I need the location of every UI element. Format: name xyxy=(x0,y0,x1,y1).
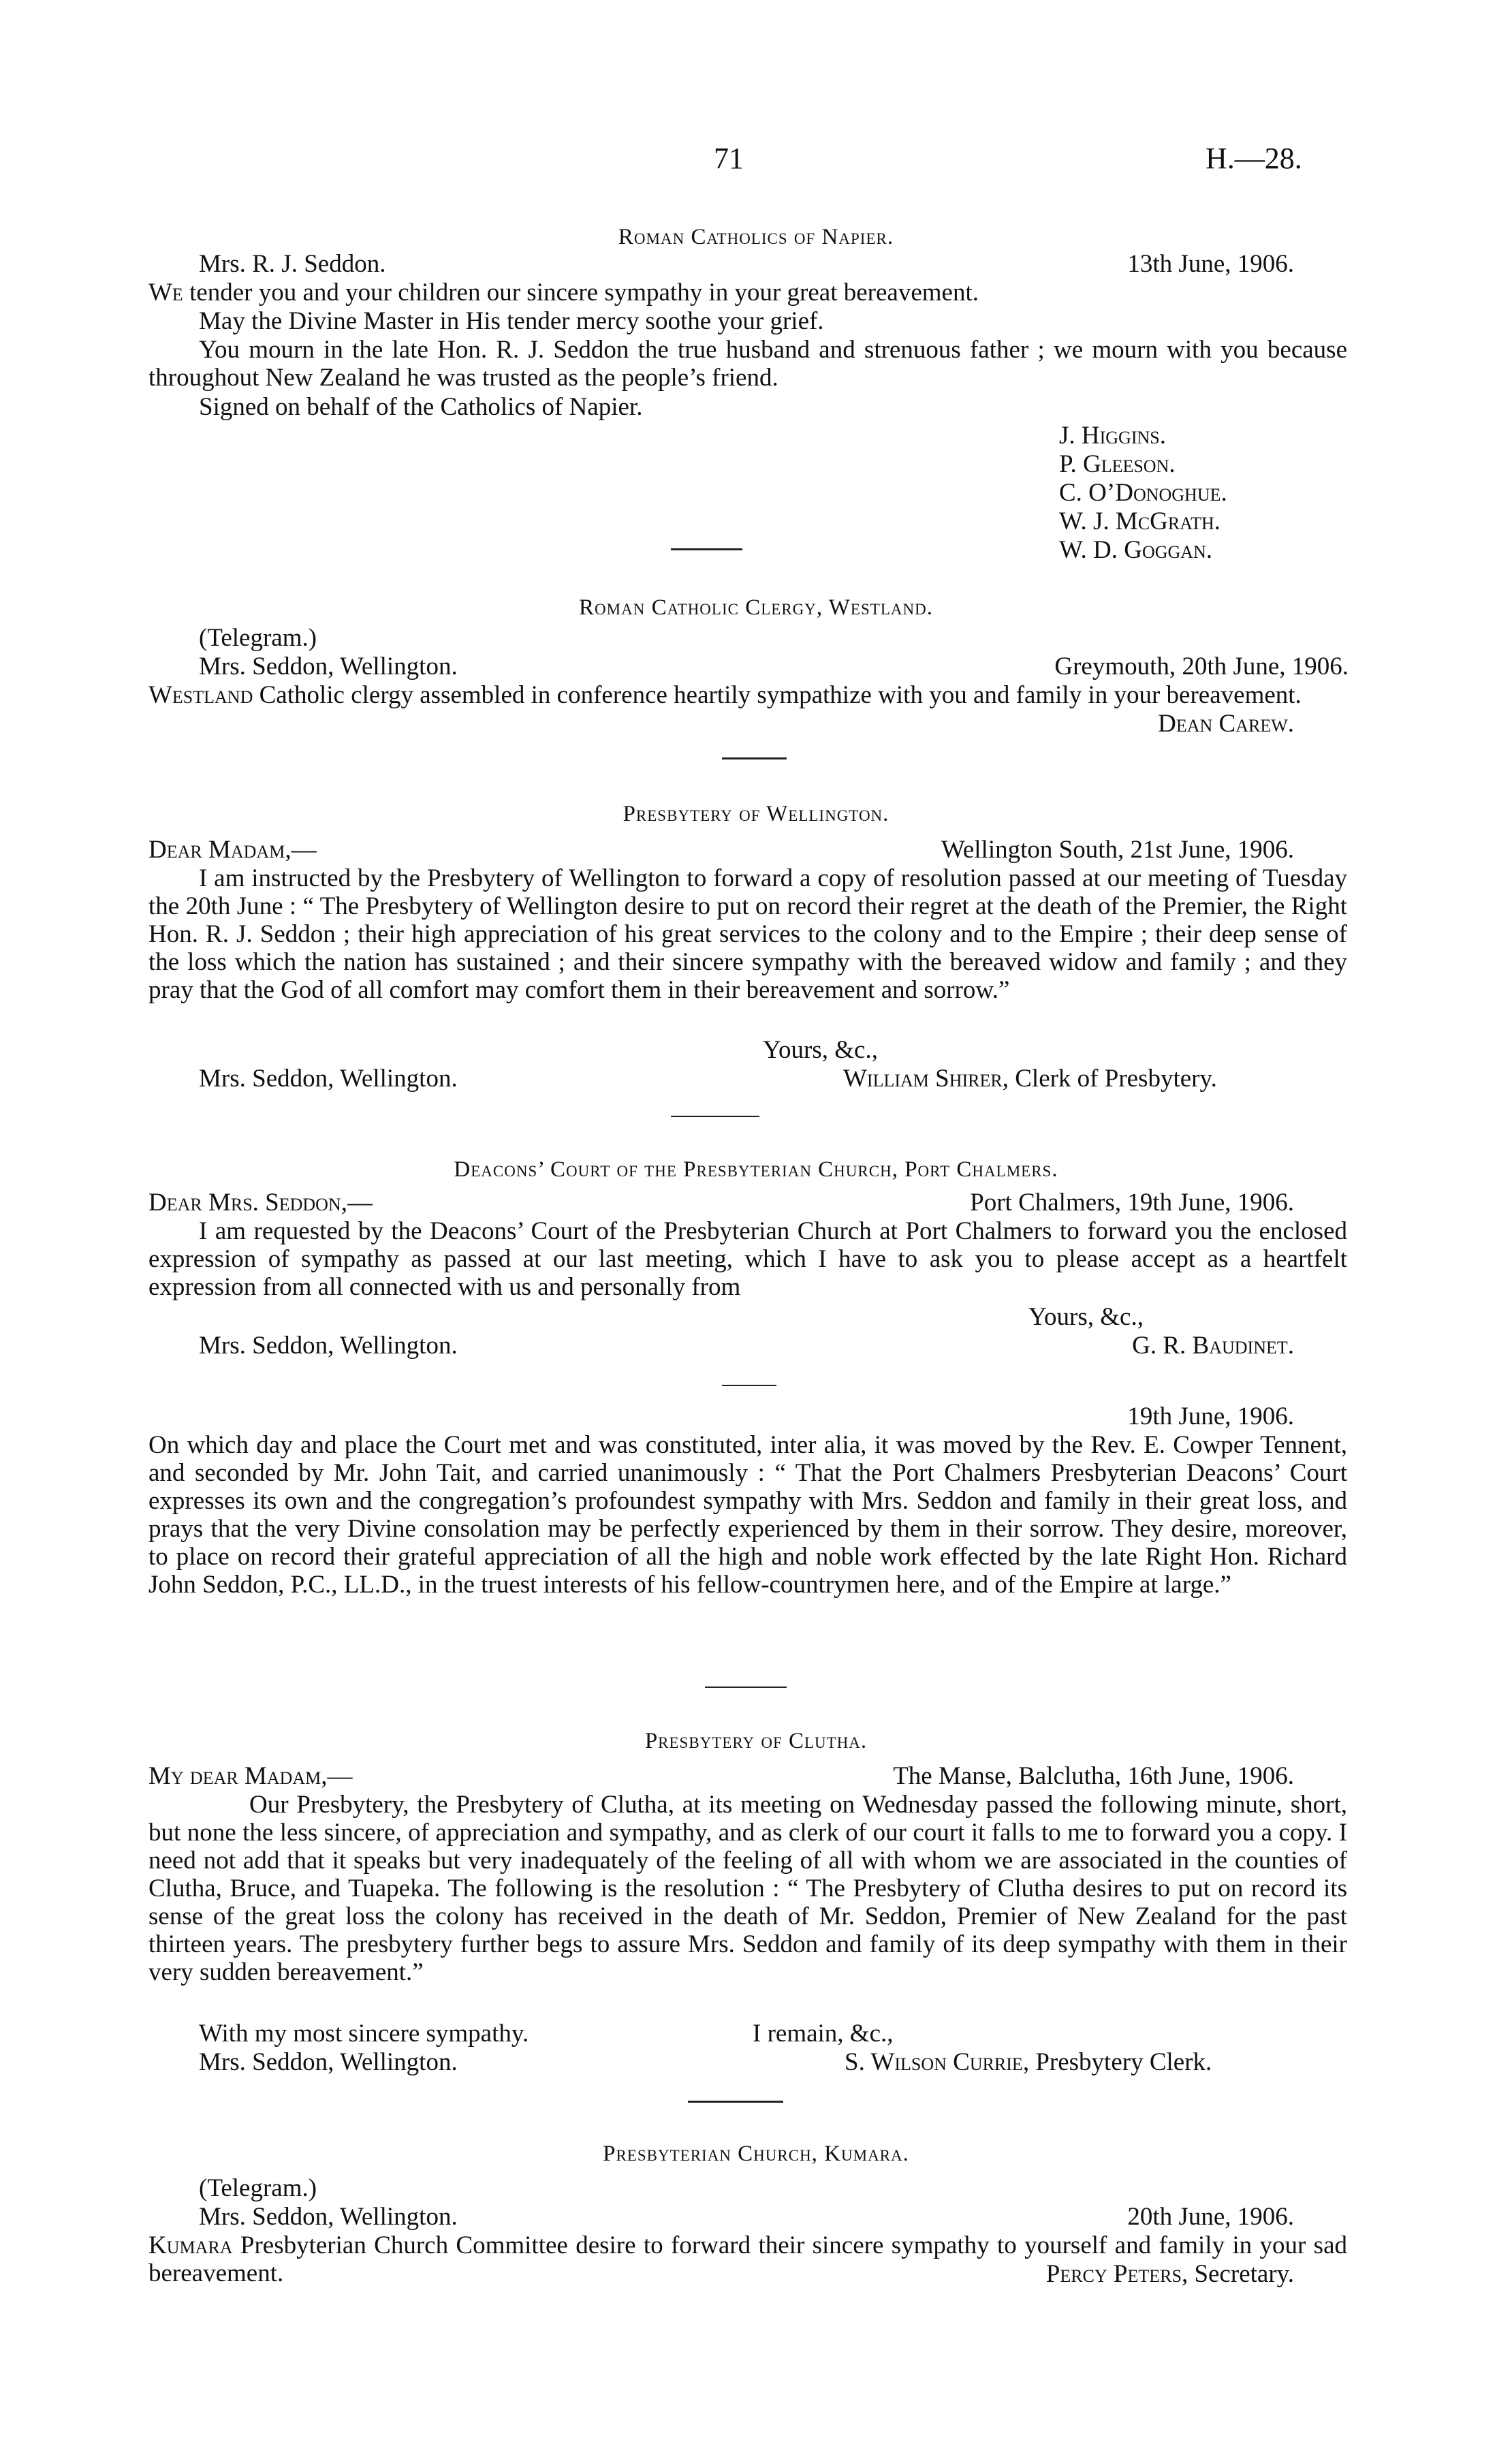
page-number: 71 xyxy=(714,142,744,175)
clutha-sympathy: With my most sincere sympathy. xyxy=(199,2020,529,2048)
napier-signatory: C. O’Donoghue. xyxy=(1059,479,1227,507)
section-heading-port-chalmers: Deacons’ Court of the Presbyterian Church, Port Chalmers. xyxy=(454,1157,1058,1182)
wellington-place-date: Wellington South, 21st June, 1906. xyxy=(941,836,1294,864)
kumara-signature-name: Percy Peters, xyxy=(1045,2260,1188,2288)
wellington-signature xyxy=(843,1065,1217,1093)
port-chalmers-salutation: Dear Mrs. Seddon,— xyxy=(148,1189,373,1217)
napier-line-1-text: tender you and your children our sincere sympathy in your great bereavement. xyxy=(189,279,979,307)
napier-body-line-4: Signed on behalf of the Catholics of Napier. xyxy=(199,393,643,421)
napier-opening-word: We xyxy=(148,279,183,307)
kumara-telegram-label: (Telegram.) xyxy=(199,2174,317,2202)
section-divider xyxy=(671,548,742,550)
section-divider xyxy=(722,757,787,759)
section-divider xyxy=(671,1116,759,1117)
clutha-signature xyxy=(845,2048,1212,2076)
kumara-date: 20th June, 1906. xyxy=(1127,2203,1294,2231)
napier-signatory: W. J. McGrath. xyxy=(1059,507,1221,535)
kumara-addressee: Mrs. Seddon, Wellington. xyxy=(199,2203,458,2231)
wellington-signature-title: Clerk of Presbytery. xyxy=(1015,1065,1217,1093)
napier-signatory: J. Higgins. xyxy=(1059,422,1166,450)
section-divider xyxy=(705,1687,787,1688)
napier-date: 13th June, 1906. xyxy=(1127,250,1294,278)
port-chalmers-minute: On which day and place the Court met and was constituted, inter alia, it was moved by the Rev. E. Cowper Tennent, and seconded by Mr. John Tait, and carried unanimously : “ That the Port Chalmers Presbyterian Deacons’ Court expresses its own and the congregation’s profoundest sympathy with Mrs. Seddon and family in their great loss, and prays that the very Divine consolation may be perfectly experienced by them in their sorrow. They desire, moreover, to place on record their grateful appreciation of all the high and noble work effected by the late Right Hon. Richard John Seddon, P.C., LL.D., in the truest interests of his fellow-countrymen here, and of the Empire at large.” xyxy=(148,1431,1347,1599)
document-reference: H.—28. xyxy=(1206,142,1302,175)
clutha-signature-title: Presbytery Clerk. xyxy=(1035,2048,1212,2076)
wellington-closing: Yours, &c., xyxy=(763,1036,878,1064)
clutha-place-date: The Manse, Balclutha, 16th June, 1906. xyxy=(893,1762,1294,1790)
wellington-body: I am instructed by the Presbytery of Wellington to forward a copy of resolution passed at our meeting of Tuesday the 20th June : “ The Presbytery of Wellington desire to put on record their regret at the death of the Premier, the Right Hon. R. J. Seddon ; their high appreciation of his great services to the colony and to the Empire ; their deep sense of the loss which the nation has sustained ; and their sincere sympathy with the bereaved widow and family ; and they pray that the God of all comfort may comfort them in their bereavement and sorrow.” xyxy=(148,864,1347,1004)
clutha-signature-name: S. Wilson Currie, xyxy=(845,2048,1030,2076)
wellington-salutation: Dear Madam,— xyxy=(148,836,317,864)
clutha-salutation: My dear Madam,— xyxy=(148,1762,353,1790)
port-chalmers-body: I am requested by the Deacons’ Court of the Presbyterian Church at Port Chalmers to forward you the enclosed expression of sympathy as passed at our last meeting, which I have to ask you to please accept as a heartfelt expression from all connected with us and personally from xyxy=(148,1217,1347,1301)
port-chalmers-place-date: Port Chalmers, 19th June, 1906. xyxy=(970,1189,1294,1217)
section-divider xyxy=(722,1385,776,1386)
section-divider xyxy=(688,2101,783,2103)
wellington-signature-name: William Shirer, xyxy=(843,1065,1009,1093)
westland-body xyxy=(148,681,1347,709)
westland-signature: Dean Carew. xyxy=(1158,710,1294,738)
section-heading-clutha: Presbytery of Clutha. xyxy=(644,1729,868,1753)
kumara-signature-title: Secretary. xyxy=(1194,2260,1294,2288)
kumara-body-text: Presbyterian Church Committee desire to forward their sincere sympathy to yourself and family in your sad bereavement. xyxy=(148,2231,1347,2287)
port-chalmers-signature: G. R. Baudinet. xyxy=(1132,1332,1294,1360)
kumara-opening-word: Kumara xyxy=(148,2231,233,2259)
napier-addressee: Mrs. R. J. Seddon. xyxy=(199,250,386,278)
port-chalmers-closing: Yours, &c., xyxy=(1028,1303,1144,1331)
port-chalmers-minute-date: 19th June, 1906. xyxy=(1127,1402,1294,1430)
napier-signatory: W. D. Goggan. xyxy=(1059,536,1213,564)
napier-body-line-3: You mourn in the late Hon. R. J. Seddon the true husband and strenuous father ; we mourn with you because throughout New Zealand he was trusted as the people’s friend. xyxy=(148,336,1347,392)
section-heading-napier: Roman Catholics of Napier. xyxy=(618,225,894,249)
section-heading-wellington: Presbytery of Wellington. xyxy=(623,802,889,826)
westland-body-text: Catholic clergy assembled in conference heartily sympathize with you and family in your bereavement. xyxy=(259,681,1302,709)
napier-signatory: P. Gleeson. xyxy=(1059,450,1176,478)
westland-opening-word: Westland xyxy=(148,681,253,709)
section-heading-westland: Roman Catholic Clergy, Westland. xyxy=(579,595,933,620)
westland-telegram-label: (Telegram.) xyxy=(199,624,317,652)
westland-place-date: Greymouth, 20th June, 1906. xyxy=(1054,653,1349,680)
clutha-addressee: Mrs. Seddon, Wellington. xyxy=(199,2048,458,2076)
napier-body-line-1 xyxy=(148,279,979,307)
clutha-body: Our Presbytery, the Presbytery of Clutha, at its meeting on Wednesday passed the following minute, short, but none the less sincere, of appreciation and sympathy, and as clerk of our court it falls to me to forward you a copy. I need not add that it speaks but very inadequately of the feeling of all with whom we are associated in the counties of Clutha, Bruce, and Tuapeka. The following is the resolution : “ The Presbytery of Clutha desires to put on record its sense of the great loss the colony has received in the death of Mr. Seddon, Premier of New Zealand for the past thirteen years. The presbytery further begs to assure Mrs. Seddon and family of its deep sympathy with them in their very sudden bereavement.” xyxy=(148,1791,1347,1986)
westland-addressee: Mrs. Seddon, Wellington. xyxy=(199,653,458,680)
port-chalmers-addressee: Mrs. Seddon, Wellington. xyxy=(199,1332,458,1360)
napier-body-line-2: May the Divine Master in His tender mercy soothe your grief. xyxy=(199,307,824,335)
wellington-addressee: Mrs. Seddon, Wellington. xyxy=(199,1065,458,1093)
section-heading-kumara: Presbyterian Church, Kumara. xyxy=(603,2142,909,2166)
kumara-signature xyxy=(885,2260,1294,2288)
clutha-closing: I remain, &c., xyxy=(753,2020,894,2048)
